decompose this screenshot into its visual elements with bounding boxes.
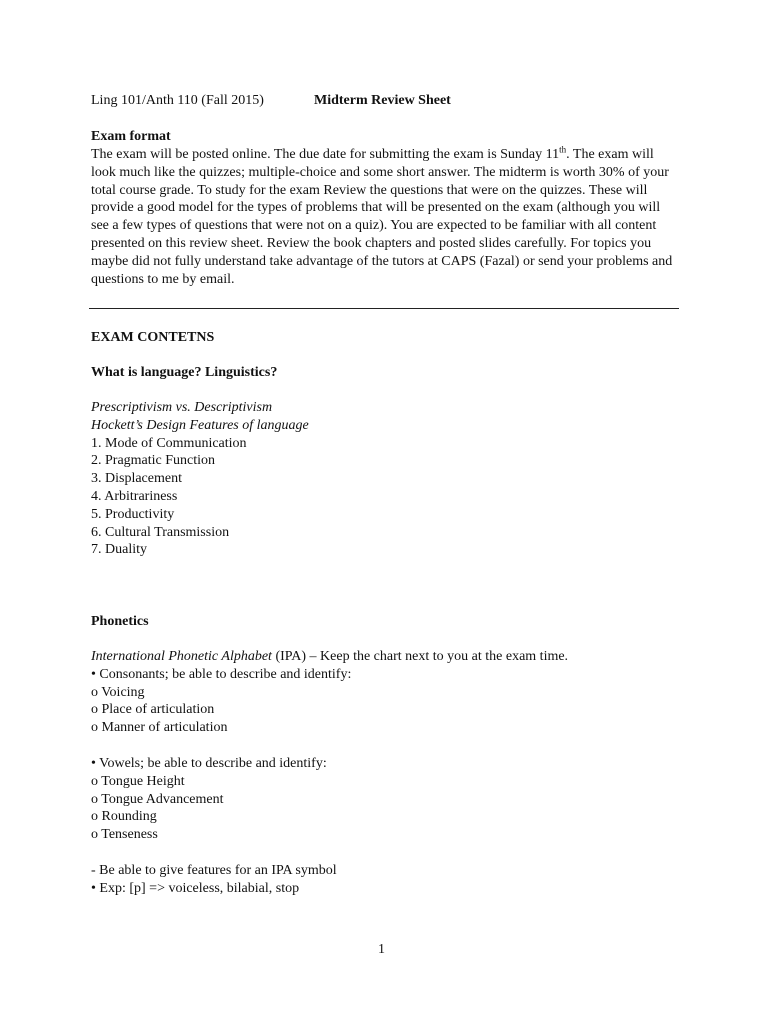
- list-item: 4. Arbitrariness: [91, 488, 178, 504]
- ipa-features-section: [91, 862, 681, 898]
- exam-contents-heading-block: [91, 329, 681, 347]
- consonants-heading: • Consonants; be able to describe and identify:: [91, 666, 352, 682]
- prescriptivism-topic: Prescriptivism vs. Descriptivism: [91, 400, 273, 415]
- vowels-heading: • Vowels; be able to describe and identify:: [91, 756, 327, 771]
- exam-format-heading: Exam format: [91, 129, 171, 144]
- list-item: 2. Pragmatic Function: [91, 453, 216, 469]
- list-item: o Tongue Height: [91, 773, 185, 789]
- ipa-features-line: - Be able to give features for an IPA symbol: [91, 863, 337, 878]
- vowels-list: [91, 773, 681, 844]
- consonants-list: [91, 684, 681, 737]
- ipa-example-line: • Exp: [p] => voiceless, bilabial, stop: [91, 880, 300, 896]
- course-name: Ling 101/Anth 110 (Fall 2015): [91, 93, 264, 108]
- date-superscript: th: [559, 144, 567, 155]
- exam-format-section: [91, 128, 681, 288]
- sheet-title: Midterm Review Sheet: [314, 93, 451, 108]
- list-item: 3. Displacement: [91, 471, 182, 487]
- list-item: o Tongue Advancement: [91, 791, 224, 807]
- list-item: o Rounding: [91, 809, 157, 825]
- list-item: 1. Mode of Communication: [91, 435, 247, 451]
- exam-contents-heading: EXAM CONTETNS: [91, 330, 215, 345]
- list-item: o Manner of articulation: [91, 720, 228, 736]
- exam-format-paragraph: [91, 146, 681, 288]
- phonetics-heading: Phonetics: [91, 614, 149, 629]
- list-item: o Voicing: [91, 684, 145, 700]
- language-heading: What is language? Linguistics?: [91, 365, 278, 380]
- list-item: o Place of articulation: [91, 702, 215, 718]
- page-number: 1: [378, 942, 385, 957]
- language-section: [91, 364, 681, 382]
- hockett-topic: Hockett’s Design Features of language: [91, 417, 309, 433]
- phonetics-section: [91, 648, 681, 737]
- document-header: [91, 92, 451, 110]
- exam-format-text-start: The exam will be posted online. The due date for submitting the exam is Sunday 11: [91, 147, 560, 162]
- phonetics-heading-block: [91, 613, 681, 631]
- ipa-note: (IPA) – Keep the chart next to you at the exam time.: [271, 649, 569, 664]
- ipa-line: [91, 648, 681, 666]
- exam-format-text-end: . The exam will look much like the quizzes; multiple-choice and some short answer. The midterm is worth 30% of your total course grade. To study for the exam Review the questions that were on the quizzes. These will provide a good model for the types of problems that will be presented on the exam (although you will see a few types of questions that were not on a quiz). You are expected to be familiar with all content presented on this review sheet. Review the book chapters and posted slides carefully. For topics you maybe did not fully understand take advantage of the tutors at CAPS (Fazal) or send your problems and questions to me by email.: [91, 147, 673, 287]
- vowels-section: [91, 755, 681, 844]
- list-item: 5. Productivity: [91, 506, 175, 522]
- list-item: o Tenseness: [91, 827, 158, 843]
- language-topics: [91, 399, 681, 559]
- section-divider: [89, 308, 679, 309]
- ipa-name: International Phonetic Alphabet: [91, 649, 272, 664]
- design-features-list: [91, 435, 681, 560]
- list-item: 7. Duality: [91, 542, 147, 558]
- list-item: 6. Cultural Transmission: [91, 524, 230, 540]
